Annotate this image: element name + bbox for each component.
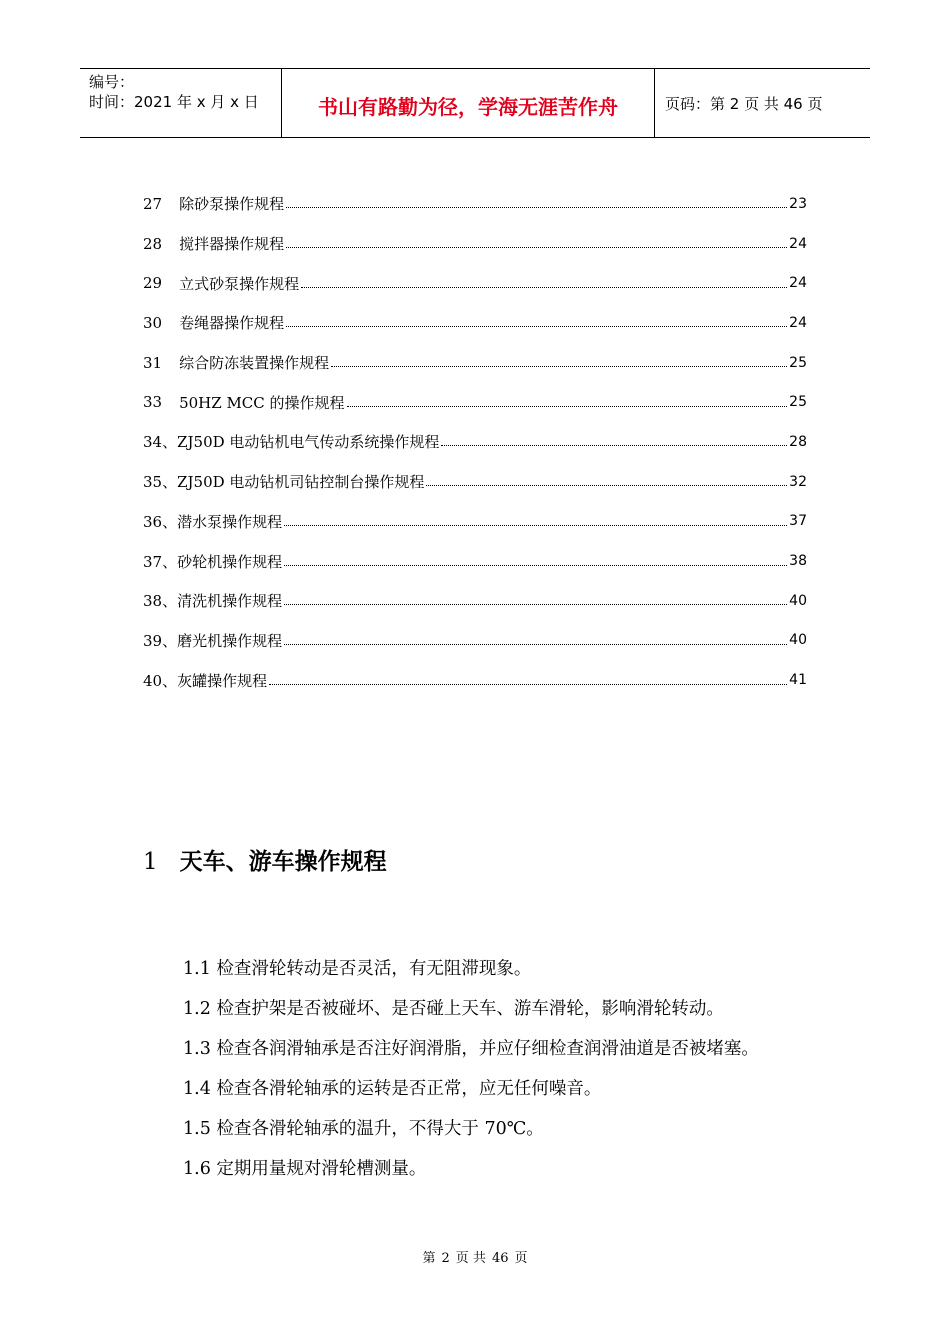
footer-page-total: 46 [491, 1251, 509, 1266]
toc-entry[interactable] [143, 184, 807, 224]
header-meta-cell [80, 69, 282, 137]
toc-entry[interactable] [143, 581, 807, 621]
toc-title: 砂轮机操作规程 [177, 552, 283, 571]
toc-title: 灰罐操作规程 [177, 671, 268, 690]
footer-prefix: 第 [422, 1251, 436, 1266]
date-label: 时间：2021 年 x 月 x 日 [89, 93, 259, 111]
toc-number: 39、 [143, 631, 178, 650]
toc-title: 50HZ MCC 的操作规程 [179, 393, 345, 412]
toc-title: 除砂泵操作规程 [179, 195, 285, 214]
toc-entry[interactable] [143, 462, 807, 502]
toc-title: 卷绳器操作规程 [179, 314, 285, 333]
toc-leader [286, 247, 787, 248]
toc-leader [441, 445, 787, 446]
document-header [80, 68, 870, 138]
toc-page: 38 [789, 553, 807, 570]
toc-page: 41 [789, 672, 807, 689]
section-item: 1.6 定期用量规对滑轮槽测量。 [183, 1159, 427, 1179]
toc-number: 33 [143, 393, 163, 412]
section-item: 1.4 检查各滑轮轴承的运转是否正常，应无任何噪音。 [183, 1079, 602, 1099]
toc-title: 潜水泵操作规程 [177, 512, 283, 531]
code-label: 编号： [89, 73, 135, 91]
toc-page: 23 [789, 195, 807, 212]
toc-entry[interactable] [143, 382, 807, 422]
toc-title: 立式砂泵操作规程 [179, 274, 300, 293]
toc-entry[interactable] [143, 660, 807, 700]
footer-page-num: 2 [441, 1251, 450, 1266]
toc-page: 25 [789, 394, 807, 411]
toc-title: 搅拌器操作规程 [179, 235, 285, 254]
toc-number: 30 [143, 313, 163, 332]
toc-leader [301, 287, 787, 288]
toc-page: 28 [789, 433, 807, 450]
toc-page: 25 [789, 354, 807, 371]
toc-page: 24 [789, 275, 807, 292]
toc-number: 31 [143, 353, 163, 372]
section-title: 天车、游车操作规程 [179, 848, 387, 875]
table-of-contents [143, 184, 807, 700]
toc-page: 24 [789, 314, 807, 331]
toc-number: 37、 [143, 552, 178, 571]
section-item: 1.2 检查护架是否被碰坏、是否碰上天车、游车滑轮，影响滑轮转动。 [183, 999, 724, 1019]
toc-entry[interactable] [143, 502, 807, 542]
toc-number: 29 [143, 274, 163, 293]
toc-leader [331, 366, 787, 367]
toc-leader [284, 525, 787, 526]
toc-title: ZJ50D 电动钻机电气传动系统操作规程 [177, 433, 440, 452]
toc-leader [426, 485, 787, 486]
section-items [183, 953, 759, 1193]
toc-leader [284, 565, 787, 566]
toc-entry[interactable] [143, 621, 807, 661]
toc-entry[interactable] [143, 343, 807, 383]
toc-page: 40 [789, 632, 807, 649]
section-item: 1.5 检查各滑轮轴承的温升，不得大于 70℃。 [183, 1119, 544, 1139]
toc-entry[interactable] [143, 422, 807, 462]
toc-leader [284, 644, 787, 645]
toc-entry[interactable] [143, 303, 807, 343]
toc-number: 28 [143, 234, 163, 253]
toc-page: 32 [789, 473, 807, 490]
toc-leader [347, 406, 788, 407]
header-motto-cell [282, 69, 655, 137]
toc-entry[interactable] [143, 541, 807, 581]
section-number: 1 [143, 849, 158, 875]
footer-suffix: 页 [514, 1251, 528, 1266]
toc-number: 38、 [143, 592, 178, 611]
toc-page: 37 [789, 513, 807, 530]
toc-title: 清洗机操作规程 [177, 592, 283, 611]
section-item: 1.3 检查各润滑轴承是否注好润滑脂，并应仔细检查润滑油道是否被堵塞。 [183, 1039, 759, 1059]
header-motto: 书山有路勤为径，学海无涯苦作舟 [318, 95, 618, 119]
toc-entry[interactable] [143, 224, 807, 264]
toc-title: 综合防冻装置操作规程 [179, 354, 330, 373]
section-item: 1.1 检查滑轮转动是否灵活，有无阻滞现象。 [183, 959, 532, 979]
toc-number: 36、 [143, 512, 178, 531]
toc-leader [286, 326, 787, 327]
toc-page: 40 [789, 592, 807, 609]
toc-leader [269, 684, 787, 685]
toc-leader [284, 604, 787, 605]
toc-number: 40、 [143, 671, 178, 690]
toc-title: 磨光机操作规程 [177, 631, 283, 650]
header-page-info: 页码：第 2 页 共 46 页 [665, 95, 823, 113]
footer-mid: 页 共 [455, 1251, 486, 1266]
toc-leader [286, 207, 787, 208]
toc-number: 34、 [143, 433, 178, 452]
section-heading [143, 843, 387, 876]
toc-page: 24 [789, 235, 807, 252]
toc-number: 35、 [143, 473, 178, 492]
toc-title: ZJ50D 电动钻机司钻控制台操作规程 [177, 473, 425, 492]
toc-number: 27 [143, 194, 163, 213]
toc-entry[interactable] [143, 263, 807, 303]
page-footer [0, 1247, 950, 1266]
